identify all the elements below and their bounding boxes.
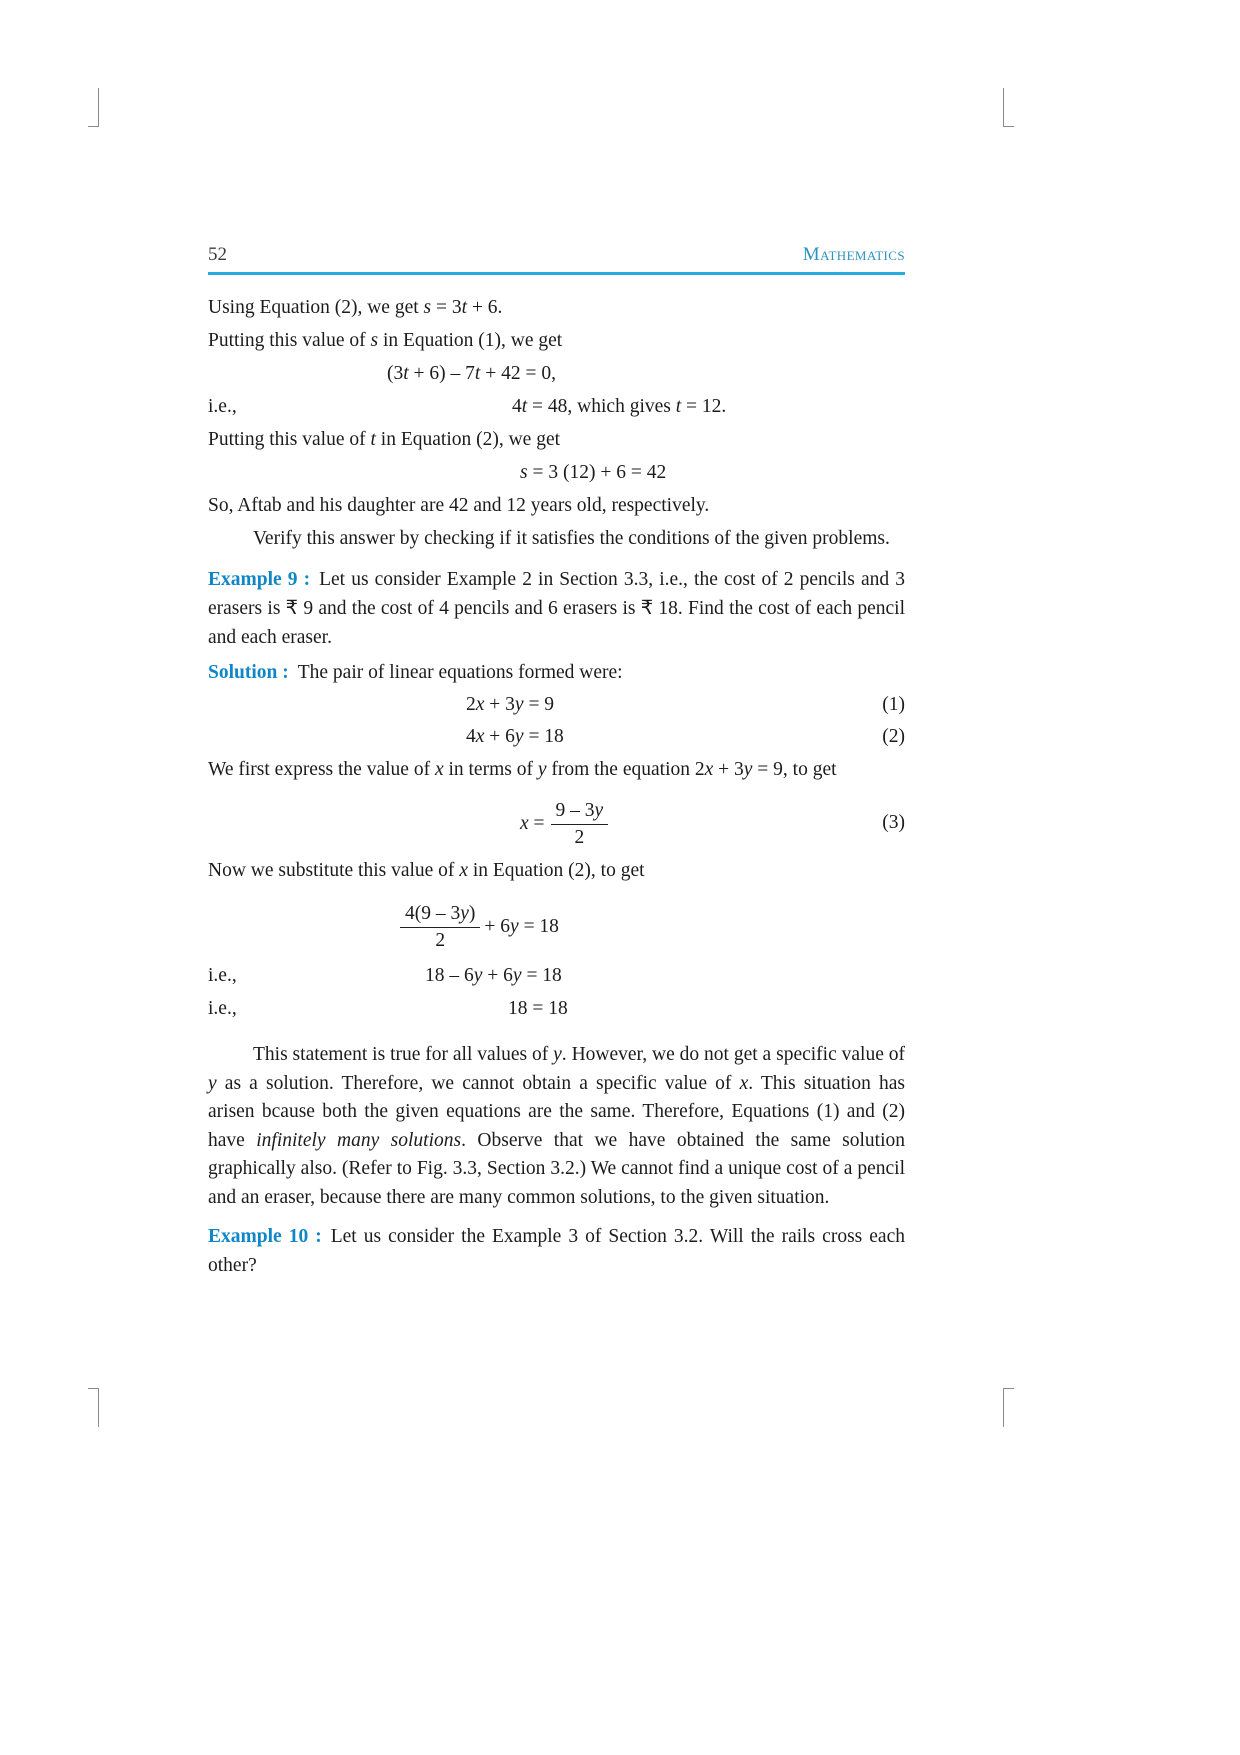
solution-label: Solution : bbox=[208, 662, 289, 683]
example-10-label: Example 10 : bbox=[208, 1226, 322, 1247]
text-line: Verify this answer by checking if it satisfies the conditions of the given problems. bbox=[253, 528, 890, 549]
fraction-denominator: 2 bbox=[551, 824, 609, 850]
ie-line bbox=[208, 959, 905, 992]
numbered-equation-fraction bbox=[208, 792, 905, 856]
example-9-text: Let us consider Example 2 in Section 3.3, i.e., the cost of 2 pencils and 3 erasers is ₹ 9 and the cost of 4 pencils and 6 erasers is ₹ 18. Find the cost of each pencil and each eraser. bbox=[208, 569, 905, 648]
solution-paragraph bbox=[208, 658, 905, 687]
text-line: Using Equation (2), we get s = 3t + 6. bbox=[208, 297, 503, 318]
fraction-numerator: 4(9 – 3y) bbox=[405, 903, 476, 925]
page-header bbox=[208, 244, 905, 266]
equation: 18 – 6y + 6y = 18 bbox=[425, 965, 562, 986]
text-line: So, Aftab and his daughter are 42 and 12 years old, respectively. bbox=[208, 495, 710, 516]
text-paragraph: Now we substitute this value of x in Equation (2), to get bbox=[208, 860, 645, 881]
numbered-equation bbox=[208, 721, 905, 753]
ie-line bbox=[208, 992, 905, 1025]
fraction bbox=[551, 798, 609, 850]
example-9-label: Example 9 : bbox=[208, 569, 311, 590]
solution-text: The pair of linear equations formed were: bbox=[297, 662, 623, 683]
ie-label: i.e., bbox=[208, 998, 237, 1019]
example-9-paragraph bbox=[208, 565, 905, 652]
page-content bbox=[208, 291, 905, 1280]
fraction-denominator: 2 bbox=[400, 927, 480, 953]
fraction bbox=[400, 901, 480, 953]
text-line: Putting this value of s in Equation (1), we get bbox=[208, 330, 563, 351]
text-line: Putting this value of t in Equation (2), we get bbox=[208, 429, 561, 450]
text-paragraph: We first express the value of x in terms of y from the equation 2x + 3y = 9, to get bbox=[208, 759, 837, 780]
equation-number: (3) bbox=[882, 812, 905, 833]
equation-lhs: x = bbox=[520, 813, 545, 834]
equation: 4x + 6y = 18 bbox=[466, 726, 564, 747]
equation-line: s = 3 (12) + 6 = 42 bbox=[520, 462, 667, 483]
numbered-equation bbox=[208, 689, 905, 721]
page-number: 52 bbox=[208, 244, 227, 265]
fraction-numerator: 9 – 3y bbox=[555, 800, 604, 822]
crop-mark-top-left bbox=[88, 88, 99, 127]
equation-number: (1) bbox=[882, 694, 905, 715]
equation-rhs: + 6y = 18 bbox=[484, 916, 559, 937]
ie-label: i.e., bbox=[208, 396, 237, 417]
equation-line: (3t + 6) – 7t + 42 = 0, bbox=[387, 363, 556, 384]
header-rule bbox=[208, 272, 905, 275]
display-equation bbox=[208, 895, 905, 959]
example-10-text: Let us consider the Example 3 of Section 3.2. Will the rails cross each other? bbox=[208, 1226, 905, 1276]
ie-label: i.e., bbox=[208, 965, 237, 986]
ie-line bbox=[208, 390, 905, 423]
equation: 4t = 48, which gives t = 12. bbox=[512, 396, 727, 417]
equation: 2x + 3y = 9 bbox=[466, 694, 555, 715]
crop-mark-bottom-right bbox=[1003, 1388, 1014, 1427]
text-paragraph: This statement is true for all values of y. However, we do not get a specific value of y as a solution. Therefore, we cannot obtain a specific value of x. This situation has arisen bcause both the given equations are the same. Therefore, Equations (1) and (2) have infinitely many solutions. Observe that we have obtained the same solution graphically also. (Refer to Fig. 3.3, Section 3.2.) We cannot find a unique cost of a pencil and an eraser, because there are many common solutions, to the given situation. bbox=[208, 1044, 906, 1208]
equation-number: (2) bbox=[882, 726, 905, 747]
example-10-paragraph bbox=[208, 1222, 905, 1280]
crop-mark-top-right bbox=[1003, 88, 1014, 127]
running-header: Mathematics bbox=[802, 244, 905, 265]
crop-mark-bottom-left bbox=[88, 1388, 99, 1427]
equation: 18 = 18 bbox=[508, 998, 568, 1019]
